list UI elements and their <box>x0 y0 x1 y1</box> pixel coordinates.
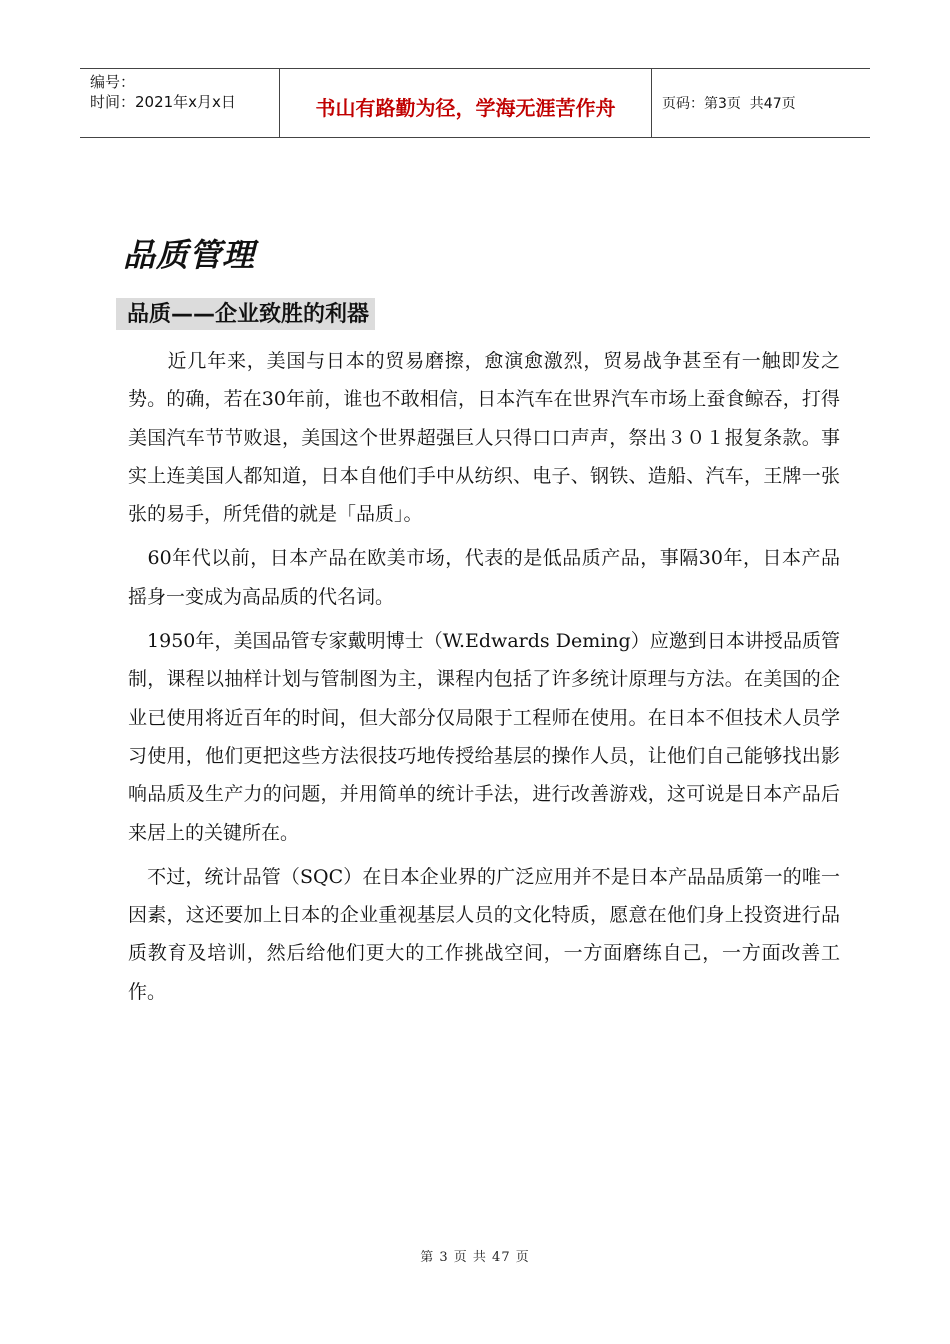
paragraph-1: 近几年来，美国与日本的贸易磨擦，愈演愈激烈，贸易战争甚至有一触即发之势。的确，若在30年前，谁也不敢相信，日本汽车在世界汽车市场上蚕食鲸吞，打得美国汽车节节败退，美国这个世界超强巨人只得口口声声，祭出３０１报复条款。事实上连美国人都知道，日本自他们手中从纺织、电子、钢铁、造船、汽车，王牌一张张的易手，所凭借的就是「品质」。 <box>128 350 840 526</box>
paragraph-2: 60年代以前，日本产品在欧美市场，代表的是低品质产品，事隔30年，日本产品摇身一变成为高品质的代名词。 <box>128 547 840 608</box>
page-label: 页码：第3页 共47页 <box>662 96 796 112</box>
section-heading: 品质——企业致胜的利器 <box>116 298 375 330</box>
time-label: 时间：2021年x月x日 <box>90 93 236 111</box>
document-title: 品质管理 <box>123 236 256 274</box>
paragraph-3: 1950年，美国品管专家戴明博士（W.Edwards Deming）应邀到日本讲授品质管制，课程以抽样计划与管制图为主，课程内包括了许多统计原理与方法。在美国的企业已使用将近百年的时间，但大部分仅局限于工程师在使用。在日本不但技术人员学习使用，他们更把这些方法很技巧地传授给基层的操作人员，让他们自己能够找出影响品质及生产力的问题，并用简单的统计手法，进行改善游戏，这可说是日本产品后来居上的关键所在。 <box>128 630 840 844</box>
page-footer: 第 3 页 共 47 页 <box>420 1250 530 1265</box>
header-table <box>80 68 870 138</box>
number-label: 编号： <box>90 73 136 91</box>
header-meta-cell <box>80 69 280 137</box>
header-motto-cell <box>280 69 652 137</box>
body-text <box>128 342 840 1011</box>
paragraph-4: 不过，统计品管（SQC）在日本企业界的广泛应用并不是日本产品品质第一的唯一因素，这还要加上日本的企业重视基层人员的文化特质，愿意在他们身上投资进行品质教育及培训，然后给他们更大的工作挑战空间，一方面磨练自己，一方面改善工作。 <box>128 865 840 1003</box>
motto-text: 书山有路勤为径，学海无涯苦作舟 <box>315 95 616 120</box>
header-page-cell <box>652 69 870 137</box>
